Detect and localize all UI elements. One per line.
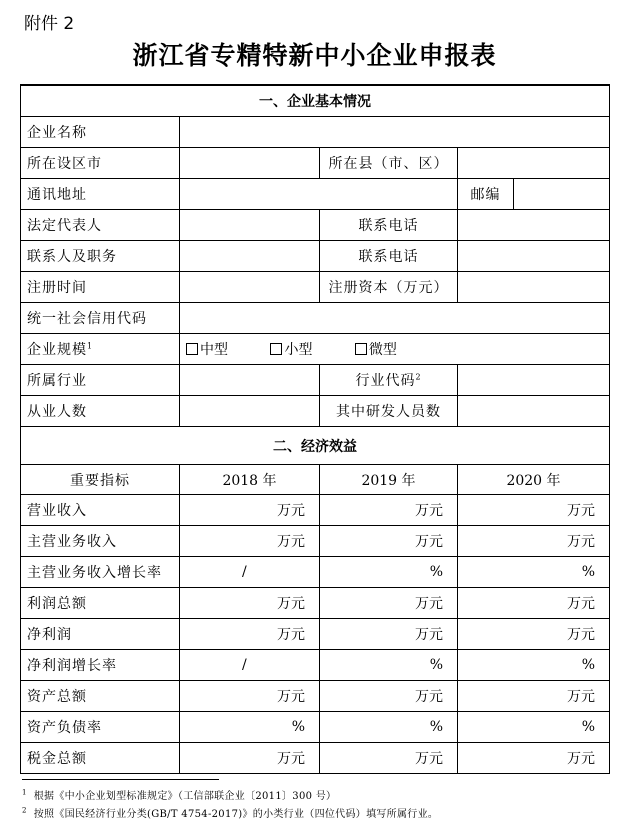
value-cell[interactable]: % <box>320 557 458 588</box>
company-name-field[interactable] <box>180 117 610 148</box>
year-header-2020: 2020 年 <box>458 465 610 495</box>
table-row <box>21 303 610 334</box>
value-cell[interactable]: % <box>458 712 610 743</box>
reg-capital-field[interactable] <box>458 272 610 303</box>
value-cell[interactable]: % <box>320 712 458 743</box>
value-cell[interactable]: 万元 <box>180 743 320 774</box>
value-cell[interactable]: 万元 <box>320 588 458 619</box>
table-row <box>21 148 610 179</box>
year-header-2019: 2019 年 <box>320 465 458 495</box>
table-row <box>21 241 610 272</box>
postcode-field[interactable] <box>514 179 610 210</box>
value-cell[interactable]: 万元 <box>320 681 458 712</box>
table-row <box>21 495 610 526</box>
value-cell[interactable]: 万元 <box>180 619 320 650</box>
industry-code-label: 行业代码$^2$ <box>320 365 458 396</box>
scale-options <box>180 334 610 365</box>
section2-heading: 二、经济效益 <box>21 427 610 465</box>
scale-option-small[interactable]: 小型 <box>270 339 312 359</box>
employees-field[interactable] <box>180 396 320 427</box>
metric-label: 主营业务收入增长率 <box>21 557 180 588</box>
address-label: 通讯地址 <box>21 179 180 210</box>
address-field[interactable] <box>180 179 458 210</box>
form-title: 浙江省专精特新中小企业申报表 <box>132 41 497 70</box>
postcode-label: 邮编 <box>458 179 514 210</box>
rd-staff-label: 其中研发人员数 <box>320 396 458 427</box>
contact-phone-field[interactable] <box>458 241 610 272</box>
value-cell[interactable]: % <box>320 650 458 681</box>
scale-option-medium[interactable]: 中型 <box>186 339 228 359</box>
value-cell[interactable]: % <box>458 557 610 588</box>
table-row <box>21 712 610 743</box>
value-cell[interactable]: / <box>180 650 320 681</box>
section-header-row <box>21 427 610 465</box>
value-cell[interactable]: % <box>458 650 610 681</box>
rd-staff-field[interactable] <box>458 396 610 427</box>
reg-time-label: 注册时间 <box>21 272 180 303</box>
metric-label: 主营业务收入 <box>21 526 180 557</box>
application-form-table <box>20 84 610 774</box>
phone-label: 联系电话 <box>320 210 458 241</box>
table-row <box>21 365 610 396</box>
table-row <box>21 743 610 774</box>
indicator-column-header: 重要指标 <box>21 465 180 495</box>
table-row <box>21 210 610 241</box>
table-row <box>21 334 610 365</box>
scale-label: 企业规模$^1$ <box>21 334 180 365</box>
metric-label: 资产负债率 <box>21 712 180 743</box>
checkbox-icon[interactable] <box>355 343 367 355</box>
scale-option-micro[interactable]: 微型 <box>355 339 397 359</box>
contact-field[interactable] <box>180 241 320 272</box>
value-cell[interactable]: 万元 <box>458 526 610 557</box>
value-cell[interactable]: 万元 <box>180 495 320 526</box>
checkbox-icon[interactable] <box>270 343 282 355</box>
table-row <box>21 179 610 210</box>
value-cell[interactable]: % <box>180 712 320 743</box>
contact-phone-label: 联系电话 <box>320 241 458 272</box>
table-row <box>21 619 610 650</box>
city-label: 所在设区市 <box>21 148 180 179</box>
value-cell[interactable]: 万元 <box>458 681 610 712</box>
table-row <box>21 557 610 588</box>
table-row <box>21 588 610 619</box>
year-header-2018: 2018 年 <box>180 465 320 495</box>
table-row <box>21 272 610 303</box>
table-header-row <box>21 465 610 495</box>
reg-time-field[interactable] <box>180 272 320 303</box>
value-cell[interactable]: 万元 <box>458 619 610 650</box>
legal-rep-label: 法定代表人 <box>21 210 180 241</box>
reg-capital-label: 注册资本（万元） <box>320 272 458 303</box>
company-name-label: 企业名称 <box>21 117 180 148</box>
credit-code-field[interactable] <box>180 303 610 334</box>
county-field[interactable] <box>458 148 610 179</box>
value-cell[interactable]: 万元 <box>458 743 610 774</box>
value-cell[interactable]: 万元 <box>458 588 610 619</box>
industry-label: 所属行业 <box>21 365 180 396</box>
industry-code-field[interactable] <box>458 365 610 396</box>
metric-label: 资产总额 <box>21 681 180 712</box>
footnote-2: $^2$ 按照《国民经济行业分类(GB/T 4754-2017)》的小类行业（四位代码）填写所属行业。 <box>22 806 439 820</box>
value-cell[interactable]: 万元 <box>180 681 320 712</box>
industry-field[interactable] <box>180 365 320 396</box>
checkbox-icon[interactable] <box>186 343 198 355</box>
credit-code-label: 统一社会信用代码 <box>21 303 180 334</box>
employees-label: 从业人数 <box>21 396 180 427</box>
table-row <box>21 681 610 712</box>
contact-label: 联系人及职务 <box>21 241 180 272</box>
table-row <box>21 396 610 427</box>
phone-field[interactable] <box>458 210 610 241</box>
table-row <box>21 117 610 148</box>
value-cell[interactable]: 万元 <box>320 526 458 557</box>
value-cell[interactable]: 万元 <box>320 619 458 650</box>
value-cell[interactable]: 万元 <box>180 526 320 557</box>
table-row <box>21 650 610 681</box>
value-cell[interactable]: / <box>180 557 320 588</box>
footnote-divider <box>22 779 219 780</box>
value-cell[interactable]: 万元 <box>320 495 458 526</box>
metric-label: 净利润增长率 <box>21 650 180 681</box>
value-cell[interactable]: 万元 <box>458 495 610 526</box>
legal-rep-field[interactable] <box>180 210 320 241</box>
metric-label: 净利润 <box>21 619 180 650</box>
county-label: 所在县（市、区） <box>320 148 458 179</box>
city-field[interactable] <box>180 148 320 179</box>
value-cell[interactable]: 万元 <box>320 743 458 774</box>
section-header-row <box>21 85 610 117</box>
attachment-label: 附件 2 <box>24 14 75 34</box>
table-row <box>21 526 610 557</box>
metric-label: 税金总额 <box>21 743 180 774</box>
footnote-1: $^1$ 根据《中小企业划型标准规定》（工信部联企业〔2011〕300 号） <box>22 788 337 802</box>
value-cell[interactable]: 万元 <box>180 588 320 619</box>
section1-heading: 一、企业基本情况 <box>21 85 610 117</box>
metric-label: 营业收入 <box>21 495 180 526</box>
metric-label: 利润总额 <box>21 588 180 619</box>
